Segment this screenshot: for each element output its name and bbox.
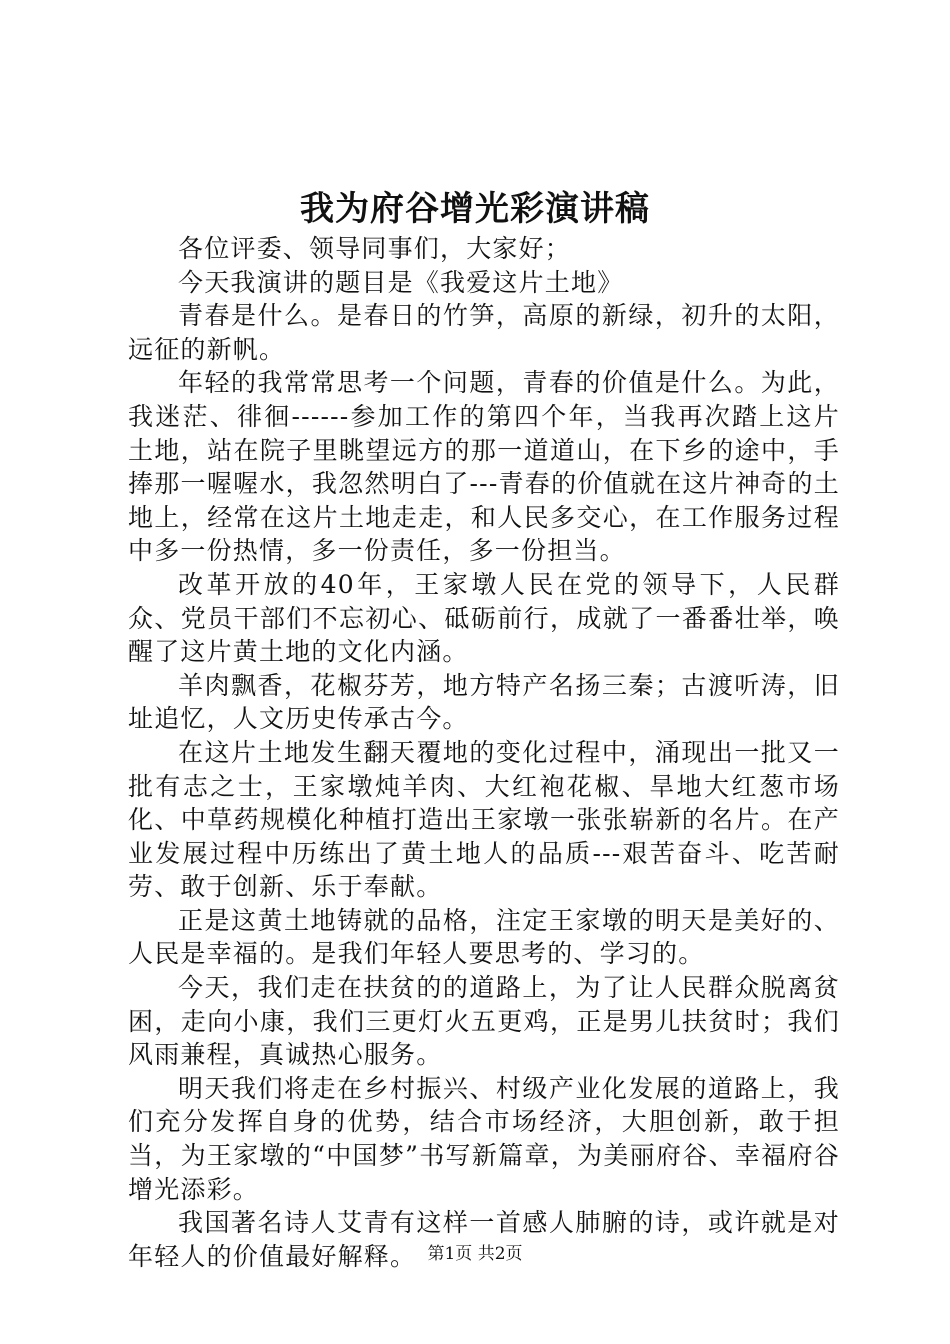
paragraph: 改革开放的40年，王家墩人民在党的领导下，人民群众、党员干部们不忘初心、砥砺前行，成就了一番番壮举，唤醒了这片黄土地的文化内涵。	[128, 569, 840, 667]
paragraph: 明天我们将走在乡村振兴、村级产业化发展的道路上，我们充分发挥自身的优势，结合市场经济，大胆创新，敢于担当，为王家墩的“中国梦”书写新篇章，为美丽府谷、幸福府谷增光添彩。	[128, 1073, 840, 1204]
paragraph-topic: 今天我演讲的题目是《我爱这片土地》	[178, 267, 624, 297]
paragraph: 我国著名诗人艾青有这样一首感人肺腑的诗，或许就是对年轻人的价值最好解释。	[128, 1208, 840, 1271]
paragraph: 今天，我们走在扶贫的的道路上，为了让人民群众脱离贫困，走向小康，我们三更灯火五更鸡，正是男儿扶贫时；我们风雨兼程，真诚热心服务。	[128, 973, 840, 1070]
paragraph: 年轻的我常常思考一个问题，青春的价值是什么。为此，我迷茫、徘徊------参加工作的第四个年，当我再次踏上这片土地，站在院子里眺望远方的那一道道山，在下乡的途中，手捧那一喔喔水，我忽然明白了---青春的价值就在这片神奇的土地上，经常在这片土地走走，和人民多交心，在工作服务过程中多一份热情，多一份责任，多一份担当。	[128, 368, 840, 566]
document-body	[128, 232, 840, 1273]
page-number-footer: 第1页 共2页	[427, 1244, 523, 1264]
document-title: 我为府谷增光彩演讲稿	[300, 189, 650, 229]
paragraph-greeting: 各位评委、领导同事们，大家好；	[178, 234, 572, 263]
paragraph: 青春是什么。是春日的竹笋，高原的新绿，初升的太阳，远征的新帆。	[128, 301, 840, 364]
paragraph: 在这片土地发生翻天覆地的变化过程中，涌现出一批又一批有志之士，王家墩炖羊肉、大红袍花椒、旱地大红葱市场化、中草药规模化种植打造出王家墩一张张崭新的名片。在产业发展过程中历练出了黄土地人的品质---艰苦奋斗、吃苦耐劳、敢于创新、乐于奉献。	[128, 737, 840, 902]
paragraph: 正是这黄土地铸就的品格，注定王家墩的明天是美好的、人民是幸福的。是我们年轻人要思考的、学习的。	[128, 905, 840, 969]
paragraph: 羊肉飘香，花椒芬芳，地方特产名扬三秦；古渡听涛，旧址追忆，人文历史传承古今。	[128, 670, 840, 734]
